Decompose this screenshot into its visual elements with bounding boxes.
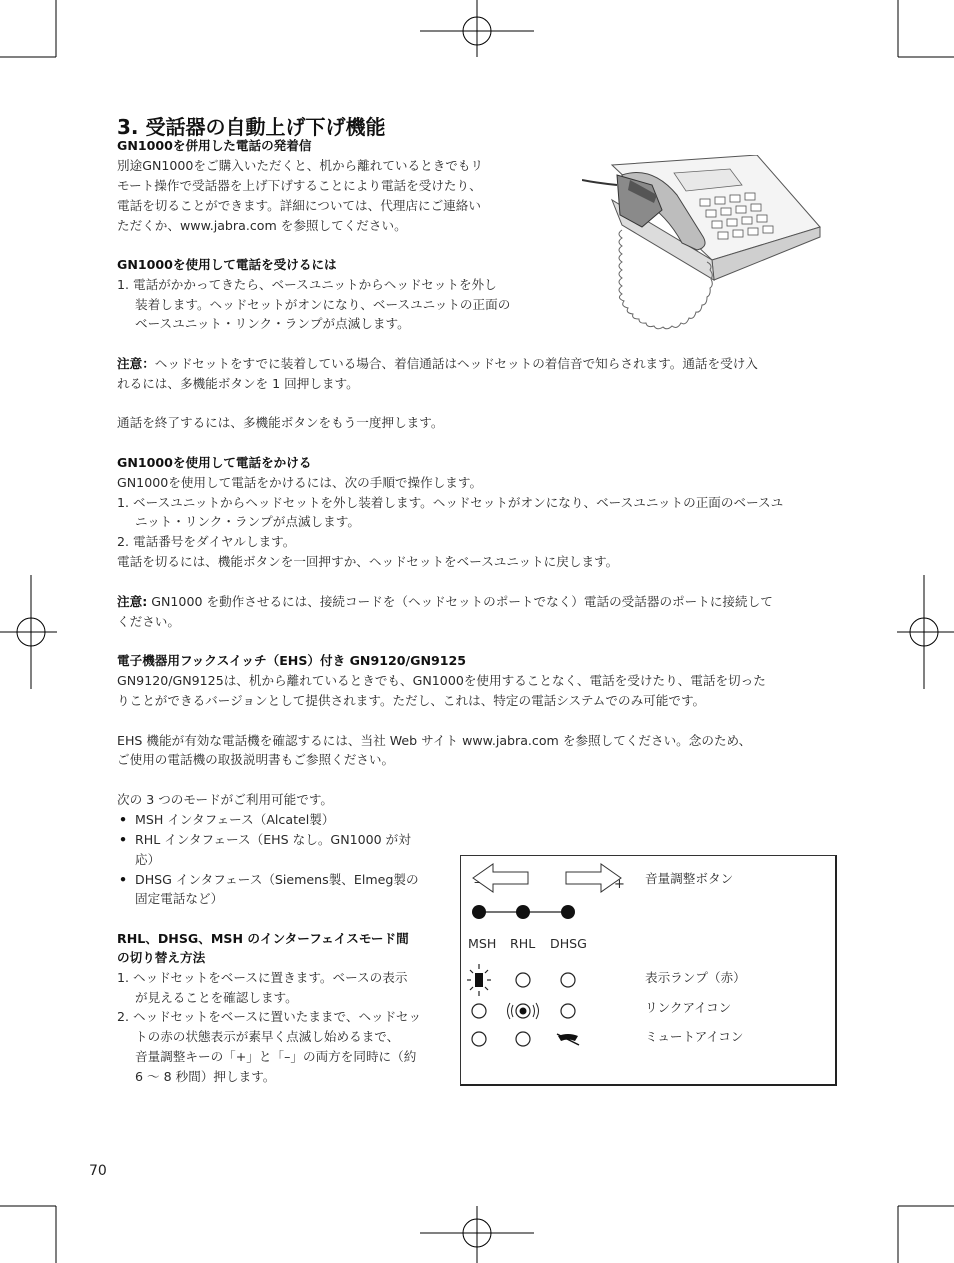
section3-line: 電話を切るには、機能ボタンを一回押すか、ヘッドセットをベースユニットに戻します。 — [117, 554, 619, 569]
mute-icon-label: ミュートアイコン — [645, 1029, 744, 1044]
section5-line: が見えることを確認します。 — [135, 990, 298, 1005]
section1-heading: GN1000を併用した電話の発着信 — [117, 138, 312, 153]
section2-line: 装着します。ヘッドセットがオンになり、ベースユニットの正面の — [135, 297, 511, 312]
section5-heading: の切り替え方法 — [117, 950, 206, 965]
link-icon — [508, 1003, 539, 1019]
section5-heading: RHL、DHSG、MSH のインターフェイスモード間 — [117, 931, 409, 946]
volume-buttons-label: 音量調整ボタン — [645, 871, 734, 886]
section1-line: 電話を切ることができます。詳細については、代理店にご連絡い — [117, 198, 481, 213]
desk-phone-illustration — [582, 155, 822, 335]
link-icon-label: リンクアイコン — [645, 1000, 732, 1015]
section5-line: 音量調整キーの「+」と「–」の両方を同時に（約 — [135, 1049, 417, 1064]
note-text: ヘッドセットをすでに装着している場合、着信通話はヘッドセットの着信音で知らされます。通話を受け入 — [154, 356, 758, 371]
section5-line: 6 ～ 8 秒間）押します。 — [135, 1069, 276, 1084]
page-title: 3. 受話器の自動上げ下げ機能 — [117, 115, 386, 139]
mode-dot-icon — [516, 905, 530, 919]
blinking-lamp-icon — [467, 964, 491, 996]
section3-line: 1. ベースユニットからヘッドセットを外し装着します。ヘッドセットがオンになり、ベースユニットの正面のベースユ — [117, 495, 784, 510]
section3-line: ニット・リンク・ランプが点滅します。 — [135, 514, 360, 529]
mode-label-msh: MSH — [468, 936, 497, 951]
section2-end-line: 通話を終了するには、多機能ボタンをもう一度押します。 — [117, 415, 444, 430]
mode-dot-icon — [561, 905, 575, 919]
note-label: 注意： — [117, 356, 155, 371]
section4-ehs-line: EHS 機能が有効な電話機を確認するには、当社 Web サイト www.jabra.com を参照してください。念のため、 — [117, 733, 752, 748]
section2-line: 1. 電話がかかってきたら、ベースユニットからヘッドセットを外し — [117, 277, 497, 292]
section4-heading: 電子機器用フックスイッチ（EHS）付き GN9120/GN9125 — [117, 653, 467, 668]
bullet-item: 固定電話など） — [135, 891, 224, 906]
volume-minus-label: – — [474, 875, 481, 890]
section3-note — [117, 592, 773, 612]
section4-ehs-line: ご使用の電話機の取扱説明書もご参照ください。 — [117, 752, 395, 767]
note-label: 注意: — [117, 594, 148, 609]
section1-line: ただくか、www.jabra.com を参照してください。 — [117, 218, 407, 233]
section2-note — [117, 354, 758, 374]
section5-line: トの赤の状態表示が素早く点滅し始めるまで、 — [135, 1029, 400, 1044]
bullet: • — [119, 832, 128, 847]
mute-icon — [557, 1034, 579, 1045]
section2-note-line: れるには、多機能ボタンを 1 回押します。 — [117, 376, 359, 391]
section4-line: りことができるバージョンとして提供されます。ただし、これは、特定の電話システムでのみ可能です。 — [117, 693, 706, 708]
modes-intro: 次の 3 つのモードがご利用可能です。 — [117, 792, 334, 807]
section3-heading: GN1000を使用して電話をかける — [117, 455, 312, 470]
section3-line: 2. 電話番号をダイヤルします。 — [117, 534, 296, 549]
volume-down-arrow-icon — [473, 864, 528, 892]
section5-line: 2. ヘッドセットをベースに置いたままで、ヘッドセッ — [117, 1009, 422, 1024]
bullet: • — [119, 872, 128, 887]
bullet-item: RHL インタフェース（EHS なし。GN1000 が対 — [135, 832, 411, 847]
mode-dot-icon — [472, 905, 486, 919]
section5-line: 1. ヘッドセットをベースに置きます。ベースの表示 — [117, 970, 408, 985]
mode-indicator-panel — [460, 855, 837, 1086]
section2-line: ベースユニット・リンク・ランプが点滅します。 — [135, 316, 410, 331]
section3-line: GN1000を使用して電話をかけるには、次の手順で操作します。 — [117, 475, 483, 490]
volume-plus-label: + — [614, 877, 625, 892]
bullet-item: 応） — [135, 852, 161, 867]
note-text: GN1000 を動作させるには、接続コードを（ヘッドセットのポートでなく）電話の受話器のポートに接続して — [147, 594, 773, 609]
bullet-item: DHSG インタフェース（Siemens製、Elmeg製の — [135, 872, 419, 887]
volume-up-arrow-icon — [566, 864, 621, 892]
lamp-label: 表示ランプ（赤） — [645, 970, 746, 985]
section1-line: 別途GN1000をご購入いただくと、机から離れているときでもリ — [117, 158, 484, 173]
section4-line: GN9120/GN9125は、机から離れているときでも、GN1000を使用することなく、電話を受けたり、電話を切った — [117, 673, 766, 688]
section2-heading: GN1000を使用して電話を受けるには — [117, 257, 337, 272]
bullet: • — [119, 812, 128, 827]
mode-label-dhsg: DHSG — [550, 936, 587, 951]
mode-label-rhl: RHL — [510, 936, 536, 951]
bullet-item: MSH インタフェース（Alcatel製） — [135, 812, 335, 827]
section3-note-line: ください。 — [117, 614, 180, 629]
page-number: 70 — [89, 1163, 107, 1179]
section1-line: モート操作で受話器を上げ下げすることにより電話を受けたり、 — [117, 178, 482, 193]
